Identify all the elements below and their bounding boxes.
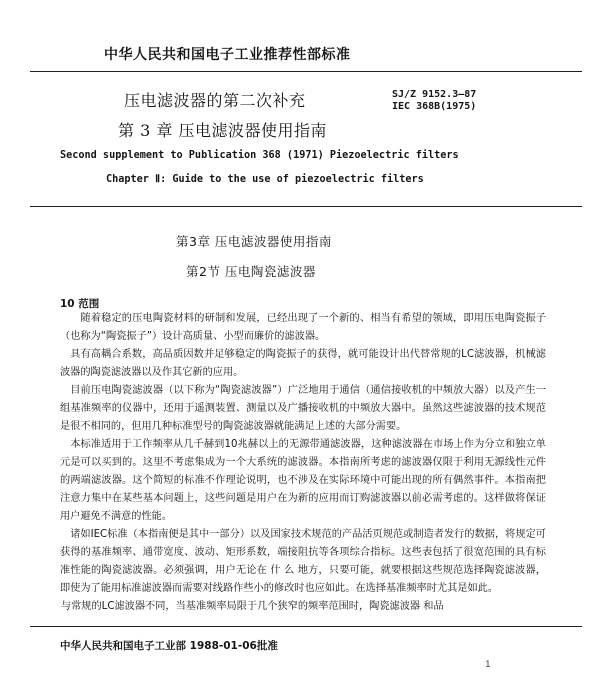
header-rule (30, 71, 582, 72)
standard-category-title: 中华人民共和国电子工业推荐性部标准 (104, 47, 351, 63)
iec-reference: IEC 368B(1975) (392, 101, 477, 112)
clause-heading: 10 范围 (60, 298, 100, 310)
paragraph-4: 本标准适用于工作频率从几千赫到10兆赫以上的无源带通滤波器，这种滤波器在市场上作为分立和独立单元是可以买到的。这里不考虑集成为一个大系统的滤波器。本指南所考虑的滤波器仅限于利用无源线性元件的两端滤波器。这个简短的标准不作理论说明，也不涉及在实际环境中可能出现的所有偶然事件。本指南把注意力集中在某些基本问题上，这些问题是用户在为新的应用而订购滤波器以前必需考虑的。这样做将保证用户避免不满意的性能。 (60, 439, 546, 522)
english-title: Second supplement to Publication 368 (1971) Piezoelectric filters (60, 150, 459, 161)
chapter-heading: 第3章 压电滤波器使用指南 (176, 234, 332, 249)
document-title: 压电滤波器的第二次补充 (124, 91, 306, 110)
paragraph-1: 随着稳定的压电陶瓷材料的研制和发展，已经出现了一个新的、相当有希望的领域，即用压电陶瓷振子（也称为“陶瓷振子”）设计高质量、小型而廉价的滤波器。 (60, 313, 546, 342)
page-number: 1 (485, 660, 491, 670)
paragraph-2: 具有高耦合系数，高品质因数并足够稳定的陶瓷振子的获得，就可能设计出代替常规的LC滤波器，机械滤波器的陶瓷滤波器以及作其它新的应用。 (60, 349, 546, 378)
standard-number: SJ/Z 9152.3—87 (392, 89, 477, 100)
title-rule (30, 206, 582, 207)
english-chapter-title: Chapter Ⅱ: Guide to the use of piezoelectric filters (106, 174, 424, 185)
section-heading: 第2节 压电陶瓷滤波器 (186, 264, 316, 279)
approval-note: 中华人民共和国电子工业部 1988-01-06批准 (60, 640, 278, 652)
paragraph-3: 目前压电陶瓷滤波器（以下称为“陶瓷滤波器”）广泛地用于通信（通信接收机的中频放大器）以及产生一组基准频率的仪器中，还用于遥测装置、测量以及广播接收机的中频放大器中。虽然这些滤波器的技术规范是很不相同的，但用几种标准型号的陶瓷滤波器就能满足上述的大部分需要。 (60, 385, 546, 432)
paragraph-5: 诸如IEC标准（本指南便是其中一部分）以及国家技术规范的产品活页规范或制造者发行的数据，将规定可获得的基准频率、通带宽度、波动、矩形系数，端接阻抗等各项综合指标。这些表包括了很宽范围的具有标准性能的陶瓷滤波器。必须强调，用户无论在 什 么 地方，只要可能，就要根据这些规范选择陶瓷滤波器，即使为了能用标准滤波器而需要对线路作些小的修改时也应如此。在选择基准频率时尤其是如此。 (60, 529, 546, 594)
footer-rule (30, 626, 582, 627)
paragraph-6: 与常规的LC滤波器不同，当基准频率局限于几个狭窄的频率范围时，陶瓷滤波器 和品 (60, 601, 444, 612)
chapter-title: 第 3 章 压电滤波器使用指南 (118, 121, 327, 140)
